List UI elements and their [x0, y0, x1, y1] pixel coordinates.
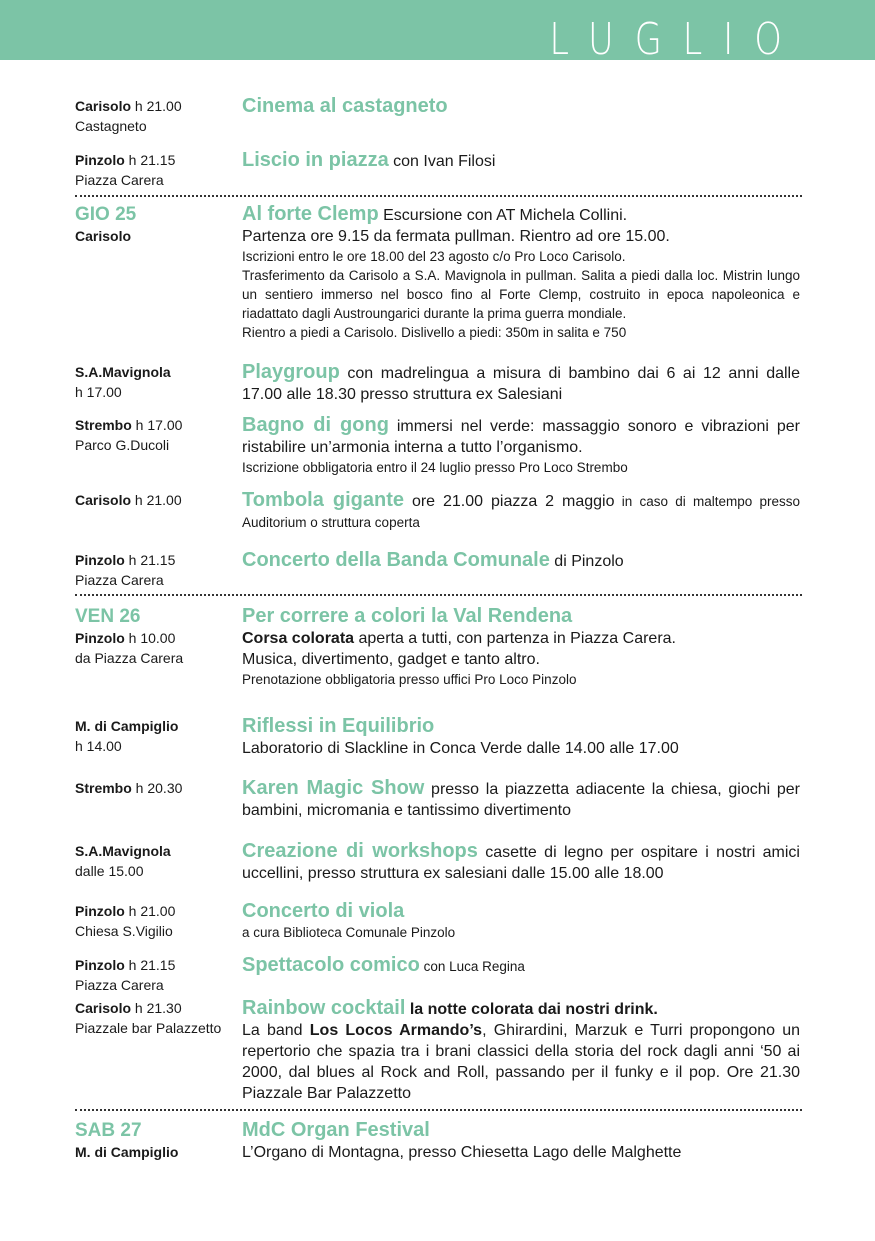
- description-text: Trasferimento da Carisolo a S.A. Mavignola in pullman. Salita a piedi dalla loc. Mistrin lungo un sentiero immerso nel bosco fino al Forte Clemp, costruito in epoca napoleonica e riadattato dagli Austroungarici durante la prima guerra mondiale.: [242, 268, 800, 321]
- event-headline: [242, 901, 800, 923]
- event-details: [242, 550, 800, 572]
- event-details: [242, 150, 800, 172]
- event-place-time: [75, 955, 240, 995]
- event-details: [242, 415, 800, 477]
- event-headline: [242, 1120, 800, 1142]
- event-details: [242, 998, 800, 1104]
- time-location: h 17.00: [131, 417, 183, 433]
- event-headline: [242, 998, 800, 1020]
- place-name: Carisolo: [75, 98, 132, 114]
- event-headline: [242, 606, 800, 628]
- place-line: [75, 841, 240, 861]
- event-headline: [242, 96, 800, 118]
- place-line: [75, 362, 240, 382]
- event-title: Bagno di gong: [242, 414, 389, 436]
- event-subtitle: Escursione con AT Michela Collini.: [378, 207, 628, 224]
- place-line: [75, 921, 240, 941]
- description-text: Iscrizione obbligatoria entro il 24 luglio presso Pro Loco Strembo: [242, 460, 628, 475]
- place-line: [75, 1018, 240, 1038]
- event-title: Riflessi in Equilibrio: [242, 715, 435, 737]
- place-line: [75, 1142, 240, 1162]
- place-line: [75, 998, 240, 1018]
- place-name: Pinzolo: [75, 552, 125, 568]
- time-location: h 21.00: [131, 98, 182, 114]
- place-name: Strembo: [75, 417, 132, 433]
- time-location: h 21.15: [124, 152, 176, 168]
- time-location: Piazza Carera: [75, 977, 164, 993]
- event-description: [242, 458, 800, 477]
- time-location: h 17.00: [75, 384, 122, 400]
- event-subtitle: con madrelingua a misura di bambino dai 6 ai 12 anni dalle 17.00 alle 18.30 presso struttura ex Salesiani: [242, 365, 800, 403]
- time-location: Piazza Carera: [75, 572, 164, 588]
- place-line: [75, 550, 240, 570]
- event-headline: [242, 955, 800, 977]
- event-place-time: [75, 550, 240, 590]
- event-headline: [242, 415, 800, 458]
- time-location: h 20.30: [131, 780, 183, 796]
- place-line: [75, 435, 240, 455]
- divider: [75, 1109, 802, 1111]
- place-line: [75, 490, 240, 510]
- event-place-time: [75, 606, 240, 668]
- place-line: [75, 716, 240, 736]
- description-text: Laboratorio di Slackline in Conca Verde dalle 14.00 alle 17.00: [242, 740, 679, 757]
- time-location: h 21.00: [131, 492, 182, 508]
- place-name: Carisolo: [75, 492, 132, 508]
- divider: [75, 195, 802, 197]
- description-text: La band: [242, 1022, 310, 1039]
- time-location: Piazza Carera: [75, 172, 164, 188]
- event-details: [242, 841, 800, 884]
- event-place-time: [75, 150, 240, 190]
- place-line: [75, 170, 240, 190]
- time-location: h 21.00: [124, 903, 176, 919]
- event-place-time: [75, 998, 240, 1038]
- event-title: Cinema al castagneto: [242, 95, 448, 117]
- event-details: [242, 606, 800, 689]
- event-headline: [242, 550, 800, 572]
- event-subtitle: con Ivan Filosi: [388, 153, 496, 170]
- description-text: Iscrizioni entro le ore 18.00 del 23 agosto c/o Pro Loco Carisolo.: [242, 249, 626, 264]
- event-title: Liscio in piazza: [242, 149, 389, 171]
- description-text: Los Locos Armando’s: [309, 1022, 483, 1039]
- place-line: [75, 96, 240, 116]
- event-description: [242, 738, 800, 759]
- place-line: [75, 975, 240, 995]
- event-title: Creazione di workshops: [242, 840, 478, 862]
- event-note: con Luca Regina: [419, 959, 525, 974]
- event-description: [242, 1020, 800, 1104]
- place-line: [75, 382, 240, 402]
- event-place-time: [75, 1120, 240, 1162]
- event-place-time: [75, 901, 240, 941]
- event-subtitle: immersi nel verde: massaggio sonoro e vibrazioni per ristabilire un’armonia interna a tutto l’organismo.: [242, 418, 800, 456]
- divider: [75, 594, 802, 596]
- event-details: [242, 778, 800, 821]
- event-subtitle: di Pinzolo: [549, 553, 624, 570]
- event-headline: [242, 490, 800, 533]
- place-line: [75, 150, 240, 170]
- event-description: [242, 649, 800, 670]
- place-name: Carisolo: [75, 228, 132, 244]
- time-location: Parco G.Ducoli: [75, 437, 170, 453]
- event-subtitle: ore 21.00 piazza 2 maggio: [404, 493, 615, 510]
- time-location: h 10.00: [124, 630, 176, 646]
- time-location: h 21.15: [124, 957, 176, 973]
- event-headline: [242, 204, 800, 226]
- month-title: LUGLIO: [549, 14, 803, 65]
- event-place-time: [75, 841, 240, 881]
- place-name: Carisolo: [75, 1000, 132, 1016]
- event-title: Spettacolo comico: [242, 954, 420, 976]
- place-line: [75, 415, 240, 435]
- event-details: [242, 901, 800, 942]
- description-text: Prenotazione obbligatoria presso uffici Pro Loco Pinzolo: [242, 672, 577, 687]
- event-subtitle: casette di legno per ospitare i nostri amici uccellini, presso struttura ex salesiani dalle 15.00 alle 18.00: [242, 844, 800, 882]
- place-name: S.A.Mavignola: [75, 843, 171, 859]
- event-title: Tombola gigante: [242, 489, 405, 511]
- place-line: [75, 778, 240, 798]
- event-title: Concerto della Banda Comunale: [242, 549, 550, 571]
- event-details: [242, 955, 800, 977]
- place-line: [75, 901, 240, 921]
- place-line: [75, 955, 240, 975]
- event-title: Playgroup: [242, 361, 340, 383]
- description-text: Rientro a piedi a Carisolo. Dislivello a piedi: 350m in salita e 750: [242, 325, 627, 340]
- event-day: GIO 25: [75, 204, 137, 225]
- event-description: [242, 226, 800, 247]
- event-details: [242, 204, 800, 342]
- place-line: [75, 570, 240, 590]
- event-description: [242, 1142, 800, 1163]
- event-details: [242, 362, 800, 405]
- place-line: [75, 736, 240, 756]
- event-description: [242, 628, 800, 649]
- event-title: Al forte Clemp: [242, 203, 379, 225]
- place-line: [75, 861, 240, 881]
- place-line: [75, 116, 240, 136]
- event-title: Karen Magic Show: [242, 777, 425, 799]
- event-headline: [242, 716, 800, 738]
- event-description: [242, 247, 800, 266]
- event-headline: [242, 150, 800, 172]
- event-place-time: [75, 415, 240, 455]
- event-headline: [242, 362, 800, 405]
- time-location: Piazzale bar Palazzetto: [75, 1020, 222, 1036]
- event-details: [242, 716, 800, 759]
- description-text: L’Organo di Montagna, presso Chiesetta Lago delle Malghette: [242, 1144, 682, 1161]
- event-headline: [242, 778, 800, 821]
- event-place-time: [75, 716, 240, 756]
- place-line: [75, 628, 240, 648]
- event-details: [242, 490, 800, 533]
- event-headline: [242, 841, 800, 884]
- time-location: dalle 15.00: [75, 863, 144, 879]
- event-details: [242, 1120, 800, 1163]
- event-details: [242, 96, 800, 118]
- time-location: h 21.15: [124, 552, 176, 568]
- place-name: Pinzolo: [75, 957, 125, 973]
- description-text: a cura Biblioteca Comunale Pinzolo: [242, 925, 456, 940]
- description-text: , Ghirardini, Marzuk e Turri propongono un repertorio che spazia tra i brani classici della storia del rock dagli anni ‘50 ai 2000, dal blues al Rock and Roll, passando per il funky e il pop. Ore 21.30 Piazzale Bar Palazzetto: [242, 1022, 801, 1102]
- time-location: da Piazza Carera: [75, 650, 184, 666]
- event-title: Per correre a colori la Val Rendena: [242, 605, 573, 627]
- place-name: Strembo: [75, 780, 132, 796]
- event-place-time: [75, 362, 240, 402]
- place-name: Pinzolo: [75, 152, 125, 168]
- description-text: Partenza ore 9.15 da fermata pullman. Rientro ad ore 15.00.: [242, 228, 670, 245]
- event-subtitle: la notte colorata dai nostri drink.: [405, 1001, 658, 1018]
- description-text: aperta a tutti, con partenza in Piazza Carera.: [354, 630, 676, 647]
- place-line: [75, 648, 240, 668]
- event-description: [242, 266, 800, 323]
- time-location: Castagneto: [75, 118, 147, 134]
- event-place-time: [75, 96, 240, 136]
- event-description: [242, 323, 800, 342]
- time-location: h 14.00: [75, 738, 122, 754]
- event-day: SAB 27: [75, 1120, 142, 1141]
- description-text: Corsa colorata: [242, 630, 355, 647]
- place-name: Pinzolo: [75, 630, 125, 646]
- event-place-time: [75, 204, 240, 246]
- event-place-time: [75, 490, 240, 510]
- event-title: Concerto di viola: [242, 900, 405, 922]
- place-name: M. di Campiglio: [75, 718, 179, 734]
- event-subtitle: presso la piazzetta adiacente la chiesa, giochi per bambini, micromania e tantissimo divertimento: [242, 781, 801, 819]
- event-note: in caso di maltempo presso Auditorium o struttura coperta: [242, 494, 801, 530]
- event-description: [242, 670, 800, 689]
- place-name: S.A.Mavignola: [75, 364, 171, 380]
- event-title: MdC Organ Festival: [242, 1119, 430, 1141]
- time-location: h 21.30: [131, 1000, 182, 1016]
- place-name: Pinzolo: [75, 903, 125, 919]
- event-description: [242, 923, 800, 942]
- description-text: Musica, divertimento, gadget e tanto altro.: [242, 651, 540, 668]
- place-name: M. di Campiglio: [75, 1144, 179, 1160]
- event-title: Rainbow cocktail: [242, 997, 406, 1019]
- time-location: Chiesa S.Vigilio: [75, 923, 173, 939]
- event-day: VEN 26: [75, 606, 141, 627]
- event-place-time: [75, 778, 240, 798]
- place-line: [75, 226, 240, 246]
